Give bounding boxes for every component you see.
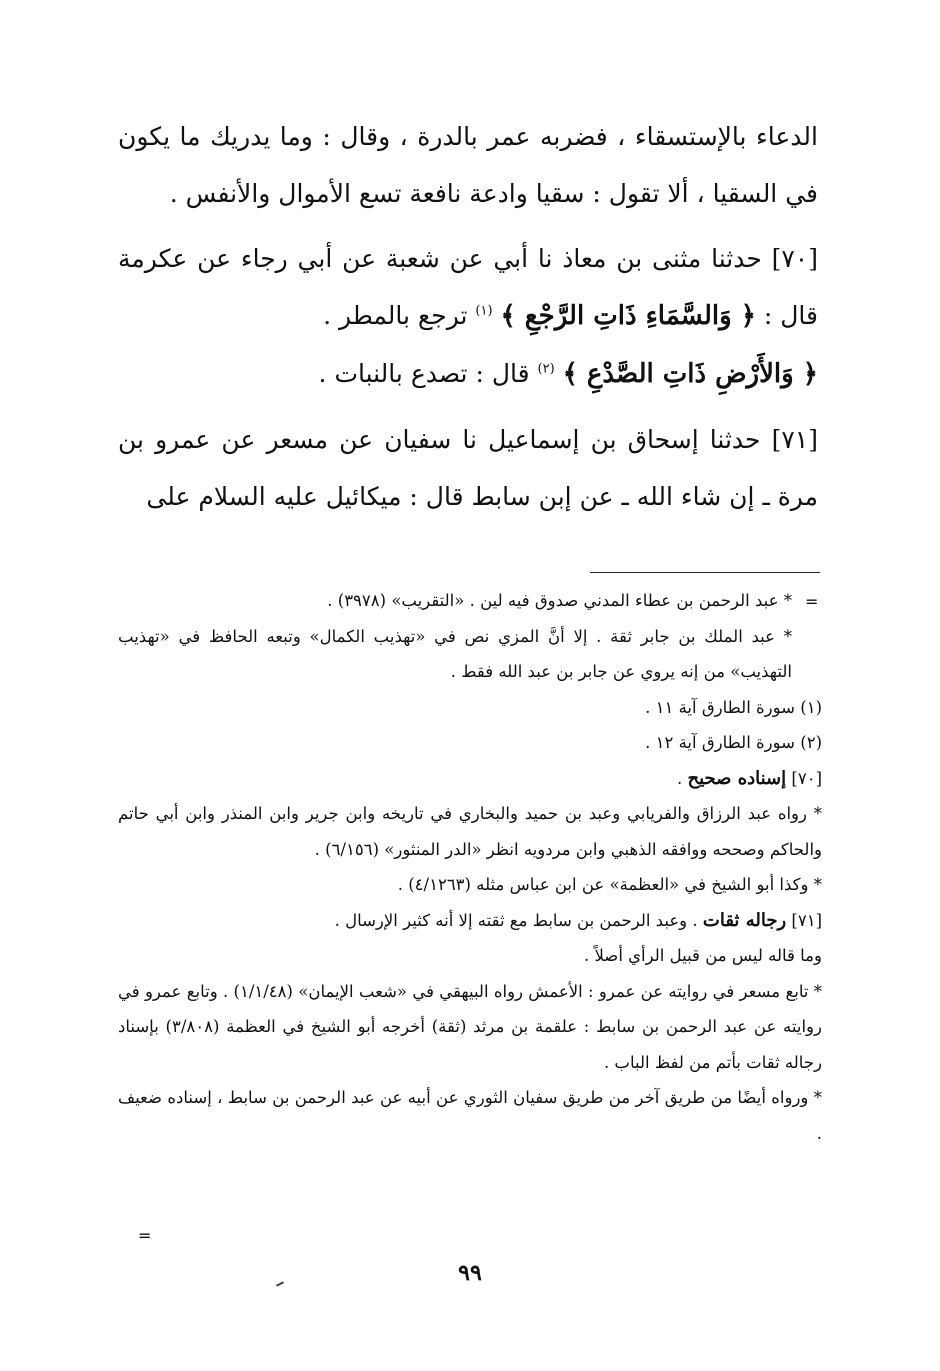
note-71-heading bbox=[118, 903, 822, 939]
footnote-2: (٢) سورة الطارق آية ١٢ . bbox=[645, 733, 822, 752]
quran-verse-1: ﴿ وَالسَّمَاءِ ذَاتِ الرَّجْعِ ﴾ bbox=[500, 301, 756, 331]
note-70-verdict: إسناده صحيح bbox=[687, 767, 787, 789]
paragraph-70-text-2: ترجع بالمطر . bbox=[323, 301, 468, 330]
note-71-verdict: رجاله ثقات bbox=[702, 909, 787, 931]
note-71-rest: . وعبد الرحمن بن سابط مع ثقته إلا أنه كثير الإرسال . bbox=[334, 910, 698, 930]
footnote-item: * عبد الملك بن جابر ثقة . إلا أنَّ المزي نص في «تهذيب الكمال» وتبعه الحافظ في «تهذيب التهذيب» من إنه يروي عن جابر بن عبد الله فقط . bbox=[118, 626, 792, 681]
note-71-detail: وما قاله ليس من قبيل الرأي أصلاً . bbox=[583, 946, 822, 965]
note-71-detail: * تابع مسعر في روايته عن عمرو : الأعمش رواه البيهقي في «شعب الإيمان» (١/١/٤٨) . وتابع عمرو في روايته عن عبد الرحمن بن سابط : علقمة بن مرثد (ثقة) أخرجه أبو الشيخ في العظمة (٣/٨٠٨) بإسناد رجاله ثقات بأتم من لفظ الباب . bbox=[118, 981, 822, 1072]
footnotes bbox=[118, 583, 822, 1151]
footnote-divider bbox=[590, 572, 820, 573]
continuation-mark-end: = bbox=[138, 1226, 152, 1245]
footnote-item: * عبد الرحمن بن عطاء المدني صدوق فيه لين . «التقريب» (٣٩٧٨) . bbox=[327, 591, 792, 610]
footnote-1: (١) سورة الطارق آية ١١ . bbox=[645, 697, 822, 717]
footnote-ref-2: (٢) bbox=[537, 361, 555, 377]
paragraph-intro: الدعاء بالإستسقاء ، فضربه عمر بالدرة ، وقال : وما يدريك ما يكون في السقيا ، ألا تقول : سقيا وادعة نافعة تسع الأموال والأنفس . bbox=[118, 122, 818, 208]
note-70-end: . bbox=[676, 768, 683, 788]
paragraph-70-text-3: قال : تصدع بالنبات . bbox=[318, 359, 530, 388]
note-71-detail: * ورواه أيضًا من طريق آخر من طريق سفيان الثوري عن أبيه عن عبد الرحمن بن سابط ، إسناده ضعيف . bbox=[118, 1088, 822, 1143]
note-70-detail: * رواه عبد الرزاق والفريابي وعبد بن حميد والبخاري في تاريخه وابن جرير وابن المنذر وابن أبي حاتم والحاكم وصححه ووافقه الذهبي وابن مردويه انظر «الدر المنثور» (٦/١٥٦) . bbox=[118, 804, 822, 859]
note-71-label: [٧١] bbox=[791, 910, 822, 930]
note-70-heading bbox=[118, 761, 822, 797]
continuation-mark: = bbox=[805, 592, 819, 611]
quran-verse-2: ﴿ وَالأَرْضِ ذَاتِ الصَّدْعِ ﴾ bbox=[562, 359, 818, 389]
paragraph-71: [٧١] حدثنا إسحاق بن إسماعيل نا سفيان عن مسعر عن عمرو بن مرة ـ إن شاء الله ـ عن إبن سابط قال : ميكائيل عليه السلام على bbox=[118, 425, 818, 511]
paragraph-70 bbox=[118, 230, 818, 403]
page-number: ٩٩ bbox=[458, 1260, 482, 1286]
footnote-ref-1: (١) bbox=[475, 303, 493, 319]
main-text bbox=[118, 108, 818, 525]
note-70-detail: * وكذا أبو الشيخ في «العظمة» عن ابن عباس مثله (٤/١٢٦٣) . bbox=[397, 875, 822, 894]
note-70-label: [٧٠] bbox=[791, 768, 822, 788]
paragraph-70-text: [٧٠] حدثنا مثنى بن معاذ نا أبي عن شعبة عن أبي رجاء عن عكرمة قال : bbox=[118, 244, 818, 330]
